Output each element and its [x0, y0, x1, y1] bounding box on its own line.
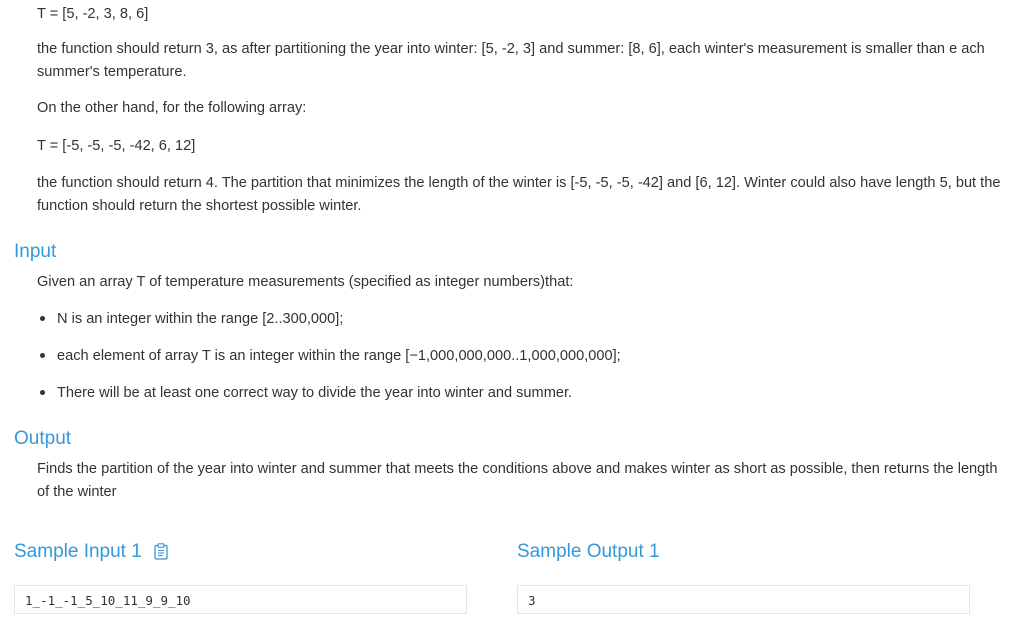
- list-item-text: There will be at least one correct way to divide the year into winter and summer.: [57, 385, 573, 401]
- example-explanation-2: the function should return 4. The partition that minimizes the length of the winter is [-5, -5, -5, -42] and [6, 12]. Winter could also have length 5, but the function should return the shortest possible winter.: [37, 175, 1001, 214]
- input-description: Given an array T of temperature measurements (specified as integer numbers)that:: [37, 274, 574, 290]
- sample-input-title: Sample Input 1: [14, 541, 142, 562]
- input-heading: Input: [14, 241, 57, 262]
- sample-output-title: Sample Output 1: [517, 541, 660, 562]
- transition-text: On the other hand, for the following array:: [37, 100, 307, 116]
- bullet-icon: [40, 353, 45, 358]
- example-array-1: T = [5, -2, 3, 8, 6]: [37, 6, 149, 22]
- output-heading: Output: [14, 428, 72, 449]
- bullet-icon: [40, 390, 45, 395]
- sample-output-box[interactable]: 3: [517, 585, 970, 614]
- example-explanation-1: the function should return 3, as after partitioning the year into winter: [5, -2, 3] and summer: [8, 6], each winter's measurement is smaller than e ach summer's temperature.: [37, 41, 985, 80]
- output-description: Finds the partition of the year into winter and summer that meets the conditions above and makes winter as short as possible, then returns the length of the winter: [37, 461, 998, 500]
- list-item-text: N is an integer within the range [2..300,000];: [57, 311, 344, 327]
- sample-input-box[interactable]: 1_-1_-1_5_10_11_9_9_10: [14, 585, 467, 614]
- list-item-text: each element of array T is an integer within the range [−1,000,000,000..1,000,000,000];: [57, 348, 621, 364]
- example-array-2: T = [-5, -5, -5, -42, 6, 12]: [37, 138, 196, 154]
- bullet-icon: [40, 316, 45, 321]
- clipboard-icon[interactable]: [154, 543, 168, 560]
